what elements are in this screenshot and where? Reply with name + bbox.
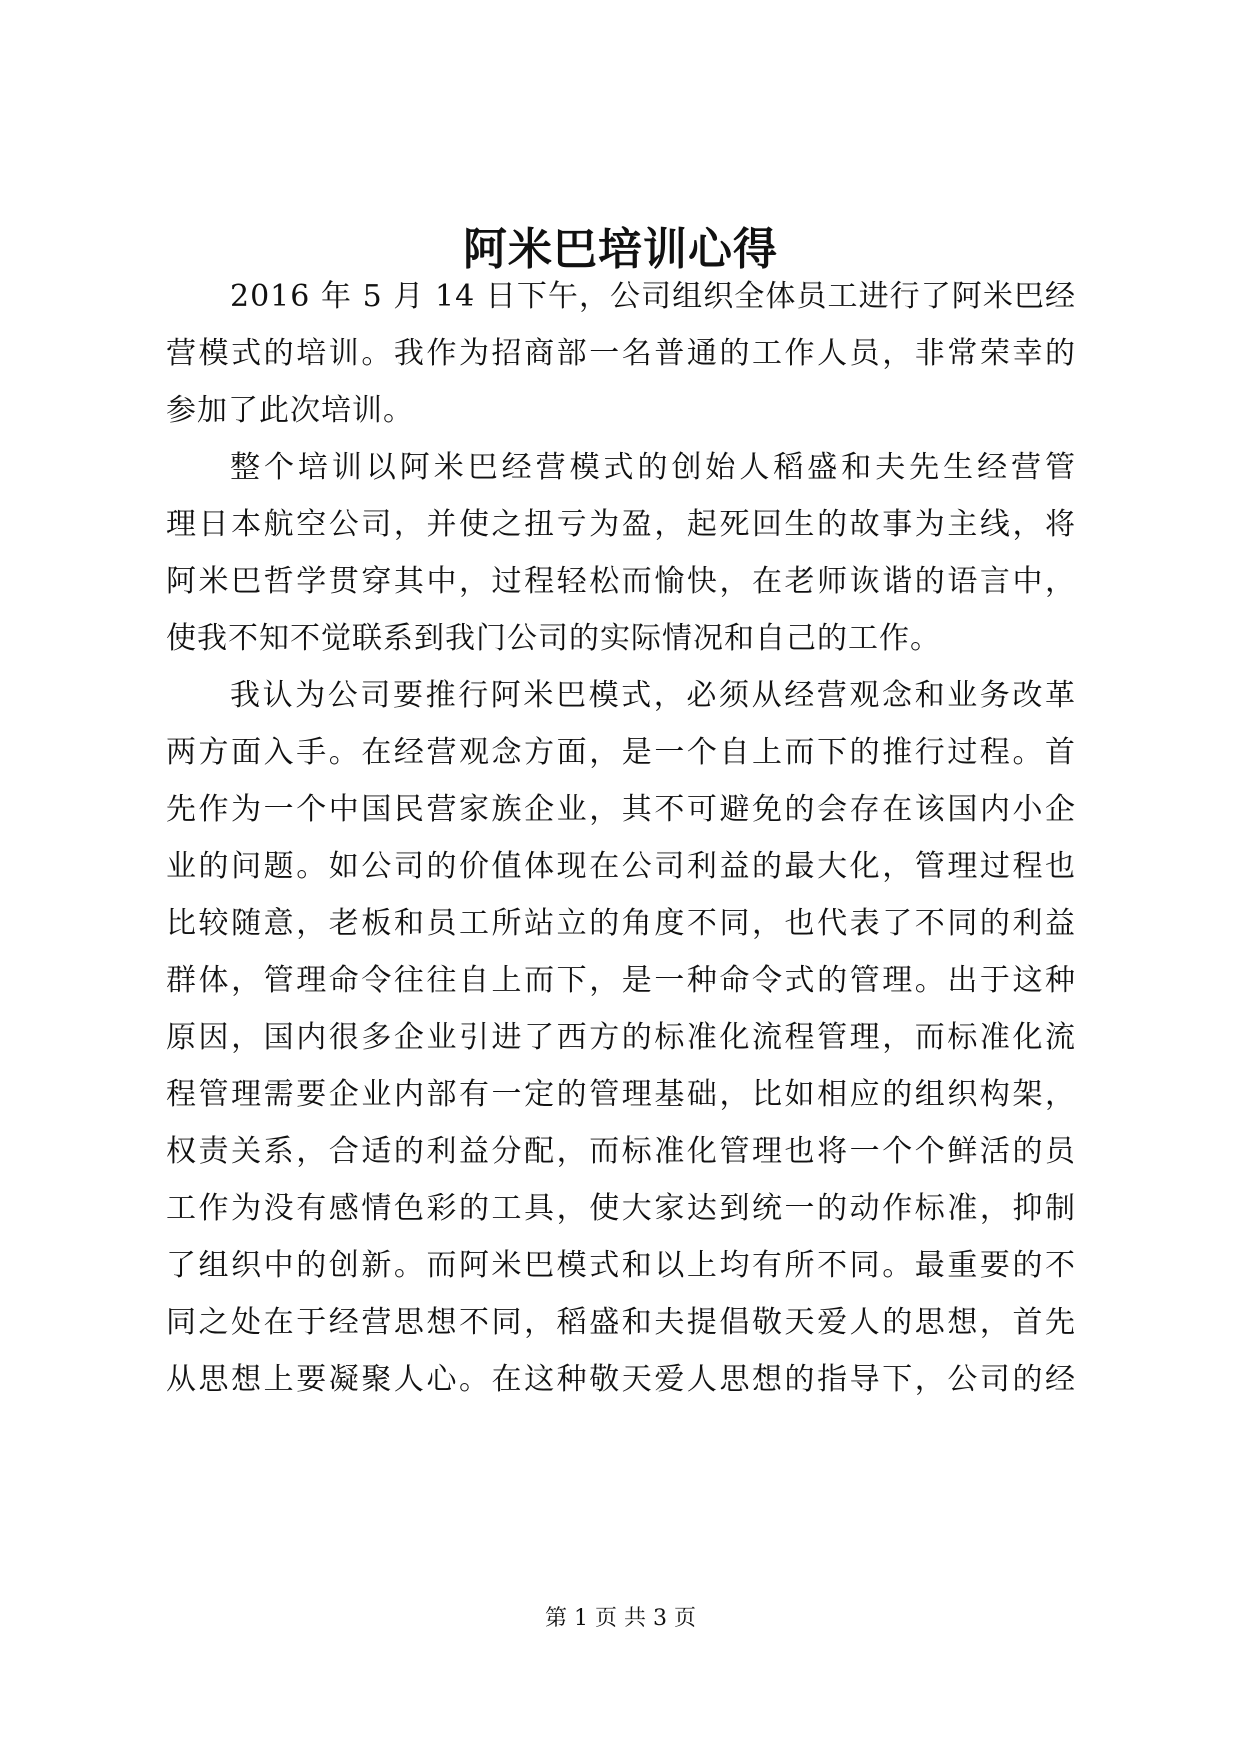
paragraph-line: 群体，管理命令往往自上而下，是一种命令式的管理。出于这种	[166, 963, 1076, 998]
paragraph-line: 使我不知不觉联系到我门公司的实际情况和自己的工作。	[166, 621, 941, 656]
paragraph-line: 比较随意，老板和员工所站立的角度不同，也代表了不同的利益	[166, 906, 1076, 941]
paragraph-line: 参加了此次培训。	[166, 393, 414, 428]
paragraph-line: 营模式的培训。我作为招商部一名普通的工作人员，非常荣幸的	[166, 336, 1076, 371]
paragraph-line: 程管理需要企业内部有一定的管理基础，比如相应的组织构架，	[166, 1077, 1076, 1112]
paragraph-line: 从思想上要凝聚人心。在这种敬天爱人思想的指导下，公司的经	[166, 1362, 1076, 1397]
page-footer: 第 1 页 共 3 页	[545, 1606, 696, 1631]
paragraph-line: 理日本航空公司，并使之扭亏为盈，起死回生的故事为主线，将	[166, 507, 1076, 542]
document-title: 阿米巴培训心得	[463, 224, 778, 275]
paragraph-line: 两方面入手。在经营观念方面，是一个自上而下的推行过程。首	[166, 735, 1076, 770]
paragraph-line: 同之处在于经营思想不同，稻盛和夫提倡敬天爱人的思想，首先	[166, 1305, 1076, 1340]
paragraph-line: 业的问题。如公司的价值体现在公司利益的最大化，管理过程也	[166, 849, 1076, 884]
paragraph-line: 阿米巴哲学贯穿其中，过程轻松而愉快，在老师诙谐的语言中，	[166, 564, 1076, 599]
paragraph-line: 先作为一个中国民营家族企业，其不可避免的会存在该国内小企	[166, 792, 1076, 827]
paragraph-line: 原因，国内很多企业引进了西方的标准化流程管理，而标准化流	[166, 1020, 1076, 1055]
paragraph-line: 我认为公司要推行阿米巴模式，必须从经营观念和业务改革	[230, 678, 1076, 713]
paragraph-line: 权责关系，合适的利益分配，而标准化管理也将一个个鲜活的员	[166, 1134, 1076, 1169]
paragraph-line: 工作为没有感情色彩的工具，使大家达到统一的动作标准，抑制	[166, 1191, 1076, 1226]
paragraph-line: 2016 年 5 月 14 日下午，公司组织全体员工进行了阿米巴经	[230, 279, 1076, 314]
paragraph-line: 了组织中的创新。而阿米巴模式和以上均有所不同。最重要的不	[166, 1248, 1076, 1283]
paragraph-line: 整个培训以阿米巴经营模式的创始人稻盛和夫先生经营管	[230, 450, 1076, 485]
